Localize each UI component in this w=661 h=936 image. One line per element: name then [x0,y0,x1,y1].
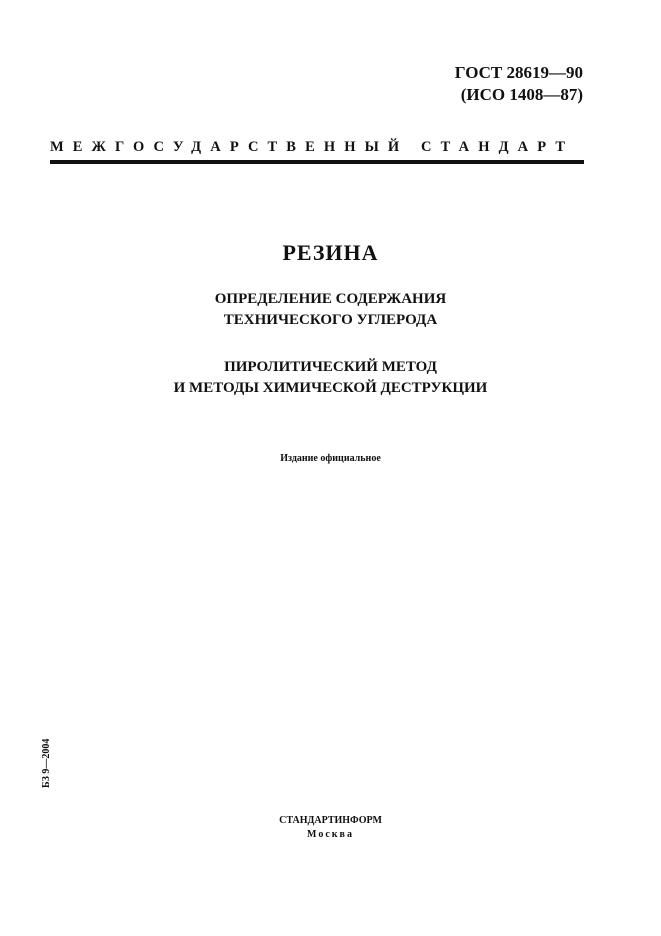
subtitle-2-line-2: И МЕТОДЫ ХИМИЧЕСКОЙ ДЕСТРУКЦИИ [173,380,488,396]
header-banner: МЕЖГОСУДАРСТВЕННЫЙ СТАНДАРТ [50,139,575,155]
subtitle-1-line-2: ТЕХНИЧЕСКОГО УГЛЕРОДА [223,312,438,328]
side-stamp: БЗ 9—2004 [41,738,52,788]
document-title: РЕЗИНА [282,240,379,265]
publisher-name: СТАНДАРТИНФОРМ [279,815,382,826]
subtitle-1-line-1: ОПРЕДЕЛЕНИЕ СОДЕРЖАНИЯ [214,291,447,307]
subtitle-2-line-1: ПИРОЛИТИЧЕСКИЙ МЕТОД [224,359,437,375]
subtitle-methods [0,357,661,399]
publisher-block [0,814,661,842]
publisher-city: Москва [307,829,354,840]
header-rule [50,160,584,164]
gost-number: ГОСТ 28619—90 [454,63,583,82]
edition-label: Издание официальное [280,453,381,464]
standard-number-block [455,62,583,106]
subtitle-carbon-black [0,289,661,331]
iso-number: (ИСО 1408—87) [460,85,583,104]
